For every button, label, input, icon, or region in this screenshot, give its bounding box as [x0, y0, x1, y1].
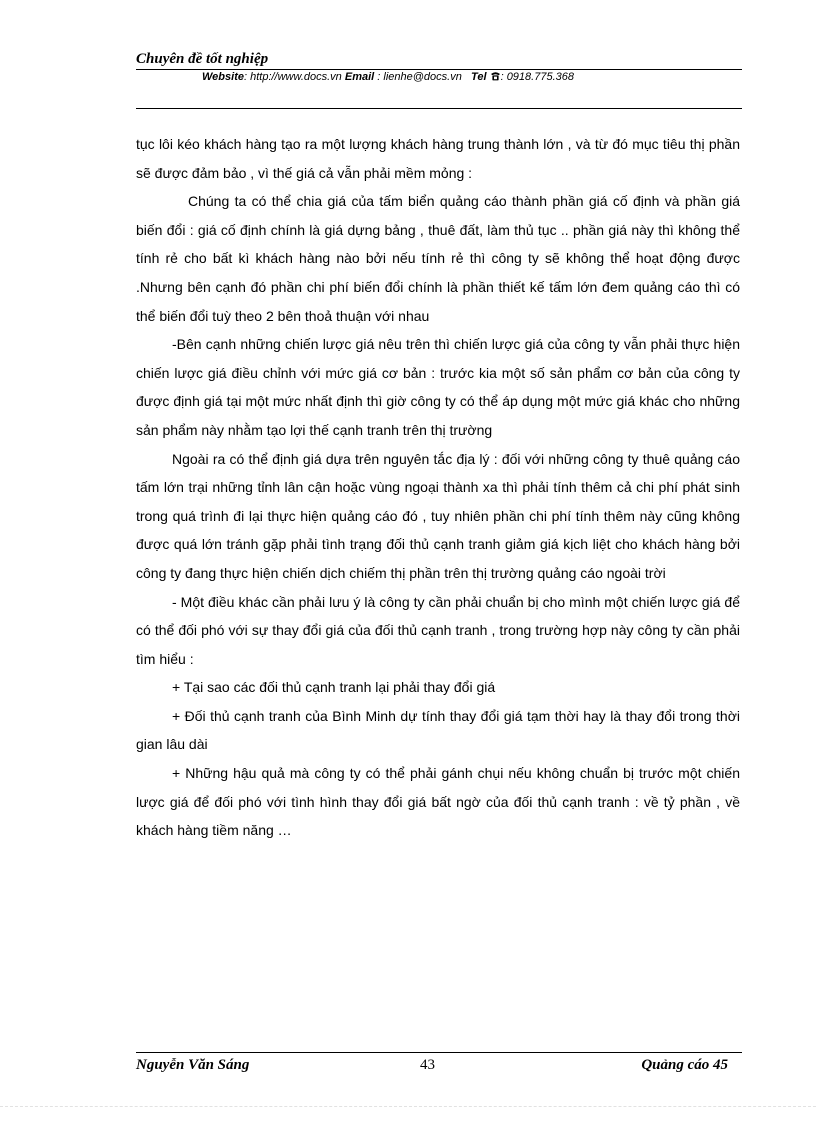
page-footer — [136, 1052, 742, 1077]
phone-icon — [490, 71, 501, 83]
header-contact-line — [136, 70, 742, 84]
paragraph-4: Ngoài ra có thể định giá dựa trên nguyên tắc địa lý : đối với những công ty thuê quảng cáo tấm lớn trại những tỉnh lân cận hoặc vùng ngoại thành xa thì phải tính thêm cả chi phí phát sinh trong quá trình đi lại thực hiện quảng cáo đó , tuy nhiên phần chi phí tính thêm này cũng không được quá lớn tránh gặp phải tình trạng đối thủ cạnh tranh giảm giá kịch liệt cho khách hàng bởi công ty đang thực hiện chiến dịch chiếm thị phần trên thị trường quảng cáo ngoài trời — [136, 450, 740, 581]
paragraph-1: tục lôi kéo khách hàng tạo ra một lượng khách hàng trung thành lớn , và từ đó mục tiêu thị phần sẽ được đảm bảo , vì thế giá cả vẫn phải mềm mỏng : — [136, 136, 740, 181]
website-label: Website — [202, 71, 244, 83]
website-value: : http://www.docs.vn — [243, 71, 342, 83]
header-title: Chuyên đề tốt nghiệp — [136, 51, 269, 67]
paragraph-7: + Đối thủ cạnh tranh của Bình Minh dự tính thay đổi giá tạm thời hay là thay đổi trong thời gian lâu dài — [136, 707, 740, 753]
footer-course: Quảng cáo 45 — [641, 1057, 728, 1073]
paragraph-2: Chúng ta có thể chia giá của tấm biển quảng cáo thành phần giá cố định và phần giá biến đổi : giá cố định chính là giá dựng bảng , thuê đất, làm thủ tục .. phần giá này thì không thể tính rẻ cho bất kì khách hàng nào bởi nếu tính rẻ thì công ty sẽ không thể hoạt động được .Nhưng bên cạnh đó phần chi phí biến đổi chính là phần thiết kế tấm lớn đem quảng cáo thì có thể biến đổi tuỳ theo 2 bên thoả thuận với nhau — [136, 193, 740, 324]
page-bottom-divider — [0, 1106, 816, 1107]
paragraph-6: + Tại sao các đối thủ cạnh tranh lại phải thay đổi giá — [172, 679, 496, 696]
tel-value: : 0918.775.368 — [500, 71, 574, 83]
paragraph-8: + Những hậu quả mà công ty có thể phải gánh chụi nếu không chuẩn bị trước một chiến lược giá để đối phó với tình hình thay đổi giá bất ngờ của đối thủ cạnh tranh : về tỷ phần , về khách hàng tiềm năng … — [136, 765, 740, 839]
footer-author: Nguyễn Văn Sáng — [136, 1057, 250, 1073]
page-number: 43 — [420, 1057, 435, 1073]
email-label: Email — [344, 71, 375, 83]
page-header — [136, 50, 742, 109]
body-text — [136, 130, 740, 845]
header-rule-bottom — [136, 108, 742, 109]
footer-row — [136, 1053, 742, 1077]
paragraph-3: -Bên cạnh những chiến lược giá nêu trên thì chiến lược giá của công ty vẫn phải thực hiện chiến lược giá điều chỉnh với mức giá cơ bản : trước kia một số sản phẩm cơ bản của công ty được định giá tại một mức nhất định thì giờ công ty có thể áp dụng một mức giá khác cho những sản phẩm này nhằm tạo lợi thế cạnh tranh trên thị trường — [136, 336, 740, 438]
tel-label: Tel — [471, 71, 487, 83]
paragraph-5: - Một điều khác cần phải lưu ý là công ty cần phải chuẩn bị cho mình một chiến lược giá để có thể đối phó với sự thay đổi giá của đối thủ cạnh tranh , trong trường hợp này công ty cần phải tìm hiểu : — [136, 593, 740, 667]
email-value: : lienhe@docs.vn — [374, 71, 462, 83]
